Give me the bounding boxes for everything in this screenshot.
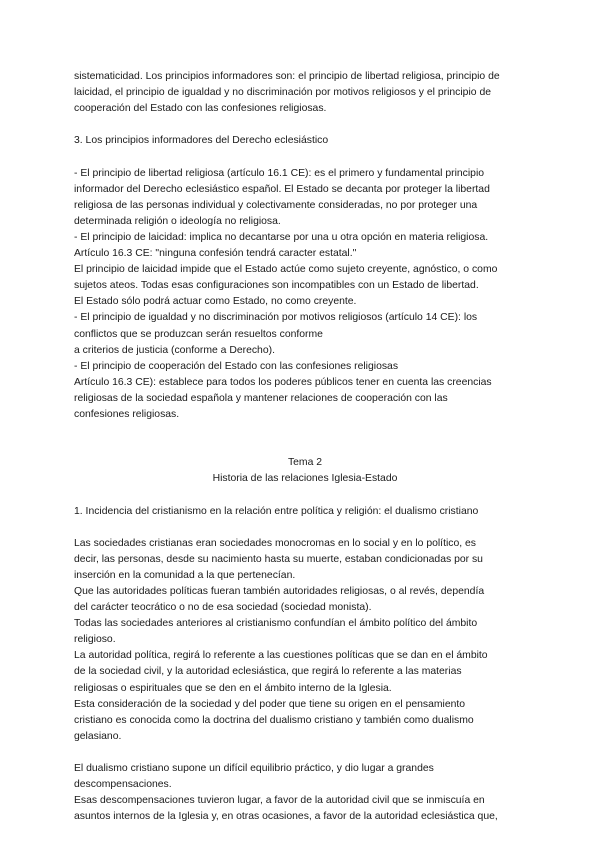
paragraph-gap [74, 745, 536, 761]
text-line: determinada religión o ideología no religiosa. [74, 215, 281, 227]
section-3-body [74, 166, 536, 424]
text-line: sistematicidad. Los principios informadores son: el principio de libertad religiosa, principio de [74, 71, 500, 82]
text-line: - El principio de laicidad: implica no decantarse por una u otra opción en materia religiosa. [74, 231, 489, 243]
text-line: Las sociedades cristianas eran sociedades monocromas en lo social y en lo político, es [74, 537, 476, 549]
text-line: Esta consideración de la sociedad y del poder que tiene su origen en el pensamiento [74, 698, 466, 710]
text-line: religiosas o espirituales que se den en el ámbito interno de la Iglesia. [74, 682, 392, 694]
text-line: Todas las sociedades anteriores al cristianismo confundían el ámbito político del ámbito [74, 618, 478, 630]
text-line: Artículo 16.3 CE): establece para todos los poderes públicos tener en cuenta las creencias [74, 376, 492, 388]
text-line: El Estado sólo podrá actuar como Estado, no como creyente. [74, 296, 357, 308]
document-page [74, 69, 536, 825]
text-line: cristiano es conocida como la doctrina del dualismo cristiano y también como dualismo [74, 714, 474, 726]
section-heading: 3. Los principios informadores del Derecho eclesiástico [74, 135, 329, 147]
text-line: - El principio de igualdad y no discriminación por motivos religiosos (artículo 14 CE): los [74, 312, 478, 324]
section-1-body [74, 536, 536, 745]
text-line: confesiones religiosas. [74, 408, 180, 420]
section-3-heading [74, 133, 536, 149]
tema-number: Tema 2 [287, 457, 323, 469]
text-line: informador del Derecho eclesiástico español. El Estado se decanta por proteger la libertad [74, 183, 490, 195]
intro-paragraph [74, 69, 536, 117]
text-line: religioso. [74, 634, 116, 646]
text-line: Artículo 16.3 CE: "ninguna confesión tendrá caracter estatal." [74, 248, 357, 260]
text-line: - El principio de cooperación del Estado con las confesiones religiosas [74, 360, 399, 372]
section-1-heading [74, 504, 536, 520]
text-line: asuntos internos de la Iglesia y, en otras ocasiones, a favor de la autoridad eclesiástica que, [74, 811, 498, 823]
text-line: El principio de laicidad impide que el Estado actúe como sujeto creyente, agnóstico, o como [74, 264, 498, 276]
final-paragraph [74, 761, 536, 825]
text-line: Que las autoridades políticas fueran también autoridades religiosas, o al revés, dependía [74, 586, 485, 597]
text-line: de la sociedad civil, y la autoridad eclesiástica, que regirá lo referente a las materias [74, 666, 462, 678]
paragraph-gap [74, 117, 536, 133]
paragraph-gap [74, 423, 536, 439]
text-line: descompensaciones. [74, 779, 172, 791]
tema-header [74, 455, 536, 487]
text-line: laicidad, el principio de igualdad y no discriminación por motivos religiosos y el principio de [74, 87, 491, 99]
section-heading: 1. Incidencia del cristianismo en la relación entre política y religión: el dualismo cristiano [74, 505, 479, 517]
paragraph-gap [74, 520, 536, 536]
text-line: inserción en la comunidad a la que pertenecían. [74, 569, 296, 581]
text-line: religiosa de las personas individual y colectivamente consideradas, no por proteger una [74, 199, 478, 211]
text-line: Esas descompensaciones tuvieron lugar, a favor de la autoridad civil que se inmiscuía en [74, 795, 485, 807]
text-line: sujetos ateos. Todas esas configuraciones son incompatibles con un Estado de libertad. [74, 280, 479, 292]
text-line: a criterios de justicia (conforme a Derecho). [74, 344, 275, 356]
tema-title: Historia de las relaciones Iglesia-Estado [212, 473, 398, 485]
text-line: - El principio de libertad religiosa (artículo 16.1 CE): es el primero y fundamental principio [74, 167, 485, 179]
text-line: decir, las personas, desde su nacimiento hasta su muerte, estaban condicionadas por su [74, 553, 483, 565]
text-line: cooperación del Estado con las confesiones religiosas. [74, 103, 327, 115]
text-line: conflictos que se produzcan serán resueltos conforme [74, 328, 323, 340]
text-line: religiosas de la sociedad española y mantener relaciones de cooperación con las [74, 392, 448, 404]
paragraph-gap [74, 439, 536, 455]
text-line: El dualismo cristiano supone un difícil equilibrio práctico, y dio lugar a grandes [74, 763, 434, 775]
paragraph-gap [74, 487, 536, 503]
text-line: gelasiano. [74, 730, 122, 742]
paragraph-gap [74, 149, 536, 165]
text-line: La autoridad política, regirá lo referente a las cuestiones políticas que se dan en el ámbito [74, 650, 488, 662]
text-line: del carácter teocrático o no de esa sociedad (sociedad monista). [74, 602, 372, 614]
